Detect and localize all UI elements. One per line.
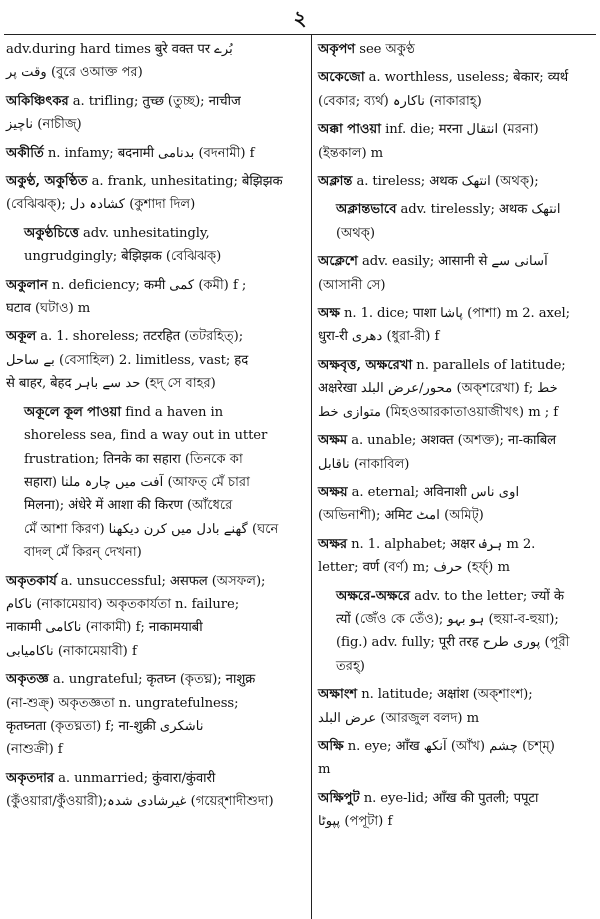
headword: অকিঞ্চিৎকর — [6, 93, 69, 109]
entry-line — [6, 193, 304, 216]
dictionary-entry — [318, 533, 596, 580]
entry-line — [6, 297, 304, 320]
headword: অক্লেশে — [318, 254, 358, 270]
entry-line — [24, 401, 304, 424]
headword: অকুলান — [6, 277, 48, 293]
definition-text: a. tireless; अथक انتھک (অথক্‌); — [356, 174, 539, 190]
entry-line — [6, 715, 304, 738]
entry-line — [6, 113, 304, 136]
definition-text: a. trifling; तुच्छ (তুচ্ছ); नाचीज — [72, 93, 241, 109]
definition-text: (অভিনাশী); अमिट امٹ (অমিট্‌) — [318, 508, 484, 524]
entry-line — [318, 90, 596, 113]
entry-line — [318, 556, 596, 579]
headword: অক্ষ — [318, 306, 340, 322]
definition-text: घटाव (ঘটাও) m — [6, 301, 91, 317]
definition-text: कृतघ्नता (কৃতঘ্নতা) f; ना-शुक्री ناشکری — [6, 718, 204, 734]
definition-text: তরহ্‌) — [336, 658, 365, 674]
definition-text: ناکامیابی (নাকামেয়াবী) f — [6, 643, 137, 659]
definition-text: adv.during hard times बुरे वक्त पर بُرے — [6, 42, 233, 57]
definition-text: त्यों (জেঁও কে তেঁও); ہو بہو (হুয়া-ব-হুয়া); — [336, 611, 559, 627]
dictionary-entry — [6, 170, 304, 217]
entry-line — [6, 372, 304, 395]
dictionary-entry — [6, 570, 304, 664]
dictionary-entry — [318, 198, 596, 245]
headword: অক্লান্তভাবে — [336, 202, 397, 218]
definition-text: وقت پر (বুরে ওআক্ত পর) — [6, 65, 143, 81]
definition-text: (বেকার; ব্যর্থ) ناکارہ (নাকারাহ্‌) — [318, 93, 482, 109]
definition-text: a. unsuccessful; असफल (অসফল); — [60, 573, 266, 589]
definition-text: find a haven in — [125, 404, 223, 420]
dictionary-entry — [6, 767, 304, 814]
definition-text: adv. tirelessly; अथक انتھک — [400, 202, 561, 218]
entry-line — [6, 274, 304, 297]
headword: অকৃতদার — [6, 770, 55, 786]
entry-line — [6, 38, 304, 61]
headword: অকীর্তি — [6, 145, 44, 161]
right-column — [318, 38, 596, 839]
entry-line — [318, 810, 596, 833]
dictionary-entry — [6, 222, 304, 269]
entry-line — [24, 245, 304, 268]
definition-text: (নাশুক্রী) f — [6, 742, 63, 758]
headword: অকৃতজ্ঞ — [6, 672, 49, 688]
entry-line — [6, 142, 304, 165]
definition-text: (আসানী সে) — [318, 277, 386, 293]
definition-text: letter; वर्ण (বর্ণ) m; حرف (হর্ফ্‌) m — [318, 560, 510, 576]
definition-text: پپوٹا (পপূটা) f — [318, 814, 393, 830]
headword: অক্ষয় — [318, 484, 348, 500]
dictionary-entry — [6, 142, 304, 165]
definition-text: a. ungrateful; कृतघ्न (কৃতঘ্ন); नाशुक्र — [52, 672, 256, 688]
left-column — [6, 38, 304, 819]
definition-text: धुरा-री دھری (ধুরা-রী) f — [318, 329, 440, 345]
definition-text: सहारा) آفت میں چارہ ملنا (আফত্‌ মেঁ চারা — [24, 474, 250, 490]
entry-line — [6, 692, 304, 715]
definition-text: ناچیز (নাচীজ্‌) — [6, 117, 82, 133]
definition-text: m — [318, 762, 331, 778]
entry-line — [318, 481, 596, 504]
entry-line — [6, 325, 304, 348]
definition-text: a. eternal; अविनाशी اوی ناس — [351, 484, 520, 500]
headword: অকৃপণ — [318, 42, 356, 57]
entry-line — [318, 758, 596, 781]
definition-text: a. worthless, useless; बेकार; व्यर्थ — [368, 70, 569, 86]
definition-text: n. latitude; अक्षांश (অক্শাংশ); — [361, 687, 533, 703]
definition-text: ungrudgingly; बेझिझक (বেঝিঝক্‌) — [24, 249, 222, 265]
entry-line — [6, 570, 304, 593]
definition-text: عرض البلد (আরজুল বলদ) m — [318, 710, 480, 726]
headword: অক্ষবৃত্ত, অক্ষরেখা — [318, 357, 413, 373]
page-number: ২ — [293, 6, 307, 30]
dictionary-entry — [6, 90, 304, 137]
dictionary-entry — [6, 668, 304, 762]
definition-text: n. eye; आँख آنکھ (আঁখ) چشم (চশ্‌ম্‌) — [347, 738, 555, 754]
entry-line — [24, 424, 304, 447]
entry-line — [6, 593, 304, 616]
entry-line — [336, 608, 596, 631]
definition-text: n. 1. alphabet; अक्षर ہرف m 2. — [351, 536, 536, 552]
definition-text: (অথক্‌) — [336, 225, 375, 241]
headword: অক্ষম — [318, 433, 348, 449]
definition-text: see অকুণ্ঠ — [359, 42, 415, 57]
entry-line — [6, 640, 304, 663]
entry-line — [336, 198, 596, 221]
headword: অকূল — [6, 329, 37, 345]
entry-line — [6, 61, 304, 84]
dictionary-entry — [318, 250, 596, 297]
entry-line — [6, 767, 304, 790]
dictionary-entry — [318, 585, 596, 679]
definition-text: n. deficiency; कमी کمی (কমী) f ; — [51, 277, 247, 293]
header-rule — [4, 34, 596, 35]
entry-line — [6, 90, 304, 113]
headword: অক্ষাংশ — [318, 687, 358, 703]
headword: অক্ষর — [318, 536, 348, 552]
dictionary-entry — [318, 481, 596, 528]
definition-text: বাদল্‌ মেঁ কিরন্‌ দেখনা) — [24, 545, 142, 561]
dictionary-entry — [318, 354, 596, 424]
definition-text: n. eye-lid; आँख की पुतली; पपूटा — [363, 790, 539, 806]
entry-line — [6, 738, 304, 761]
dictionary-entry — [318, 118, 596, 165]
entry-line — [318, 429, 596, 452]
definition-text: (বেঝিঝক্‌); کشادہ دل (কুশাদা দিল) — [6, 197, 196, 213]
entry-line — [318, 325, 596, 348]
entry-line — [6, 170, 304, 193]
entry-line — [318, 118, 596, 141]
entry-line — [336, 631, 596, 654]
headword: অকুণ্ঠ, অকুণ্ঠিত — [6, 174, 88, 190]
entry-line — [6, 790, 304, 813]
dictionary-entry — [318, 170, 596, 193]
entry-line — [318, 707, 596, 730]
definition-text: a. unmarried; कुंवारा/कुंवारी — [58, 770, 216, 786]
definition-text: से बाहर, बेहद حد سے باہر (হদ্‌ সে বাহর) — [6, 376, 216, 392]
definition-text: n. 1. dice; पाशा پاشا (পাশা) m 2. axel; — [344, 306, 571, 322]
definition-text: a. frank, unhesitating; बेझिझक — [91, 174, 283, 190]
definition-text: a. unable; अशक्त (অশক্ত); ना-काबिल — [351, 433, 557, 449]
dictionary-entry — [6, 38, 304, 85]
definition-text: shoreless sea, find a way out in utter — [24, 428, 268, 444]
definition-text: adv. unhesitatingly, — [83, 225, 210, 241]
entry-line — [318, 453, 596, 476]
entry-line — [318, 250, 596, 273]
entry-line — [318, 38, 596, 61]
definition-text: ناکام (নাকামেয়াব) অকৃতকার্যতা n. failure; — [6, 596, 240, 612]
headword: অকুণ্ঠচিত্তে — [24, 225, 79, 241]
definition-text: n. parallels of latitude; — [416, 357, 566, 373]
entry-line — [6, 668, 304, 691]
definition-text: (না-শুক্র্‌) অকৃতজ্ঞতা n. ungratefulness; — [6, 695, 239, 711]
entry-line — [24, 448, 304, 471]
definition-text: بے ساحل (বেসাহিল) 2. limitless, vast; हद — [6, 352, 249, 368]
definition-text: (ইন্তকাল) m — [318, 145, 384, 161]
entry-line — [24, 494, 304, 517]
definition-text: adv. easily; आसानी से آسانی سے — [361, 254, 548, 270]
definition-text: (কুঁওয়ারা/কুঁওয়ারী);غیرشادی شدہ (গয়ের্‌শাদীশুদা) — [6, 794, 274, 810]
entry-line — [318, 683, 596, 706]
definition-text: frustration; तिनके का सहारा (তিনকে কা — [24, 451, 243, 467]
entry-line — [336, 585, 596, 608]
entry-line — [318, 354, 596, 377]
definition-text: inf. die; मरना انتقال (মরনা) — [385, 122, 539, 138]
definition-text: ناقابل (নাকাবিল) — [318, 456, 410, 472]
headword: অক্লান্ত — [318, 174, 353, 190]
entry-line — [6, 349, 304, 372]
dictionary-entry — [318, 38, 596, 61]
entry-line — [318, 401, 596, 424]
entry-line — [318, 377, 596, 400]
entry-line — [318, 302, 596, 325]
headword: অক্ষরে-অক্ষরে — [336, 588, 411, 604]
entry-line — [336, 655, 596, 678]
dictionary-entry — [318, 429, 596, 476]
entry-line — [24, 471, 304, 494]
entry-line — [318, 274, 596, 297]
entry-line — [318, 533, 596, 556]
entry-line — [318, 787, 596, 810]
dictionary-entry — [318, 683, 596, 730]
definition-text: मिलना); अंधेरे में आशा की किरण (আঁধেরে — [24, 498, 233, 514]
dictionary-entry — [6, 325, 304, 395]
dictionary-entry — [318, 302, 596, 349]
definition-text: अक्षरेखा محور/عرض البلد (অক্শরেখা) f; خط — [318, 381, 558, 397]
entry-line — [318, 170, 596, 193]
dictionary-entry — [6, 401, 304, 565]
definition-text: adv. to the letter; ज्यों के — [414, 588, 564, 604]
entry-line — [24, 518, 304, 541]
entry-line — [318, 66, 596, 89]
headword: অক্কা পাওয়া — [318, 122, 382, 138]
definition-text: a. 1. shoreless; तटरहित (তটরহিত্‌); — [40, 329, 244, 345]
definition-text: (fig.) adv. fully; पूरी तरह پوری طرح (পূরী — [336, 635, 570, 651]
dictionary-entry — [318, 735, 596, 782]
dictionary-entry — [318, 66, 596, 113]
dictionary-entry — [6, 274, 304, 321]
headword: অকৃতকার্য — [6, 573, 57, 589]
headword: অকেজো — [318, 70, 365, 86]
entry-line — [336, 222, 596, 245]
headword: অক্ষিপুট — [318, 790, 360, 806]
entry-line — [24, 222, 304, 245]
column-divider — [311, 34, 312, 919]
definition-text: नाकामी ناکامی (নাকামী) f; नाकामयाबी — [6, 620, 203, 636]
entry-line — [318, 504, 596, 527]
entry-line — [318, 735, 596, 758]
entry-line — [24, 541, 304, 564]
dictionary-entry — [318, 787, 596, 834]
headword: অক্ষি — [318, 738, 344, 754]
definition-text: n. infamy; बदनामी بدنامی (বদনামী) f — [47, 145, 255, 161]
definition-text: متوازی خط (মিহওআরকাতাওয়াজীখৎ) m ; f — [318, 404, 558, 420]
entry-line — [318, 142, 596, 165]
entry-line — [6, 616, 304, 639]
definition-text: মেঁ আশা কিরণ) گھنے بادل میں کرن دیکھنا (ঘনে — [24, 521, 279, 537]
headword: অকূলে কূল পাওয়া — [24, 404, 122, 420]
